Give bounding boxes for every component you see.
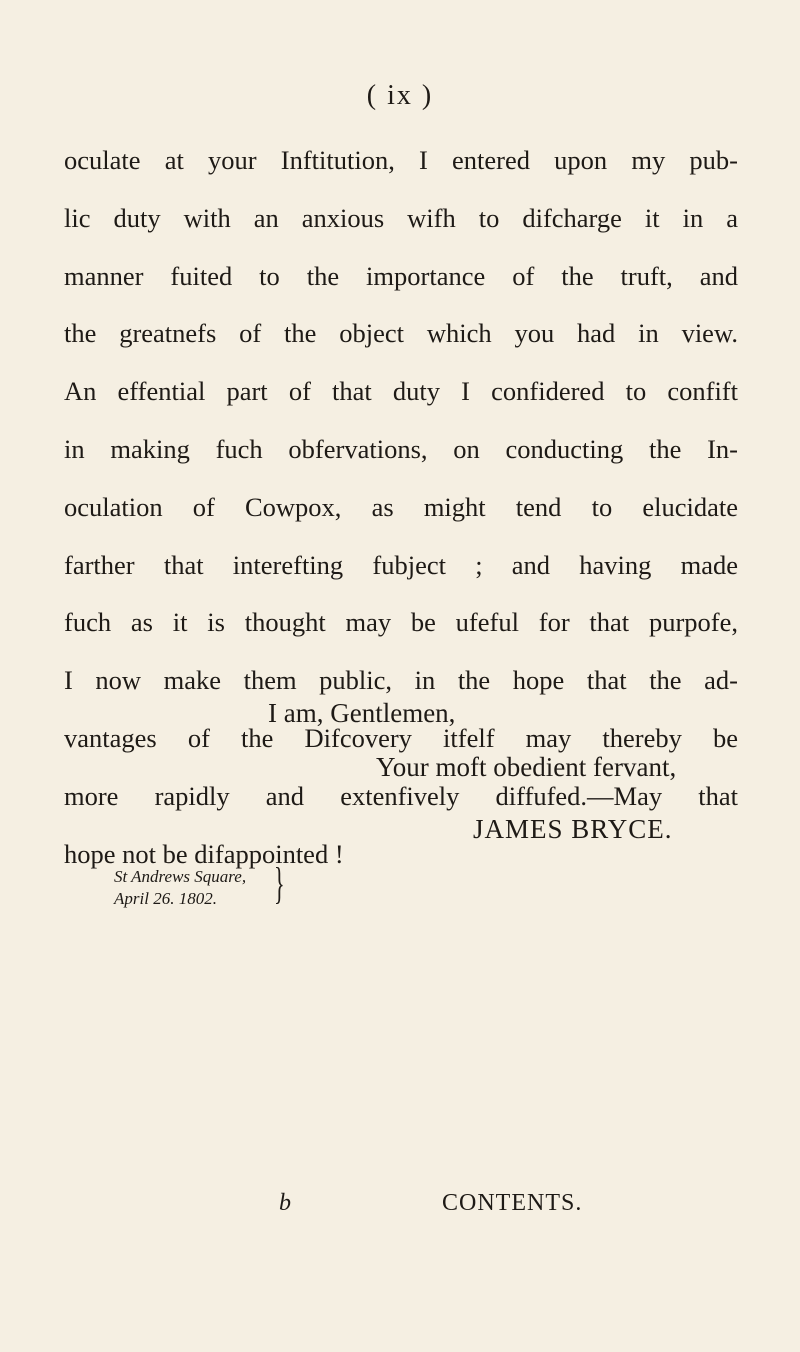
author-signature: JAMES BRYCE. xyxy=(473,814,673,844)
text-line: manner fuited to the importance of the truft, and xyxy=(64,260,738,291)
text-line: oculation of Cowpox, as might tend to elucidate xyxy=(64,491,738,522)
text-line: more rapidly and extenfively diffufed.—May that xyxy=(64,780,738,811)
location-brace: } xyxy=(274,859,285,908)
text-line: oculate at your Inftitution, I entered upon my pub- xyxy=(64,145,738,175)
location-block xyxy=(114,866,246,910)
location-date: April 26. 1802. xyxy=(114,889,217,908)
salutation: I am, Gentlemen, xyxy=(268,698,456,728)
text-line: hope not be difappointed ! xyxy=(64,838,344,869)
text-line: An effential part of that duty I confidered to confift xyxy=(64,376,738,407)
subscription: Your moft obedient fervant, xyxy=(376,752,677,782)
text-line: farther that interefting fubject ; and having made xyxy=(64,549,738,580)
text-line: I now make them public, in the hope that the ad- xyxy=(64,665,738,696)
location-place: St Andrews Square, xyxy=(114,867,247,886)
signature-mark: b xyxy=(279,1190,291,1216)
catchword: CONTENTS. xyxy=(442,1190,583,1216)
text-line: fuch as it is thought may be ufeful for that purpofe, xyxy=(64,607,738,638)
text-line: lic duty with an anxious wifh to difcharge it in a xyxy=(64,202,738,233)
page-number: ( ix ) xyxy=(366,80,434,111)
text-line: in making fuch obfervations, on conducting the In- xyxy=(64,433,738,464)
text-line: vantages of the Difcovery itfelf may thereby be xyxy=(64,722,738,753)
text-line: the greatnefs of the object which you had in view. xyxy=(64,318,738,349)
